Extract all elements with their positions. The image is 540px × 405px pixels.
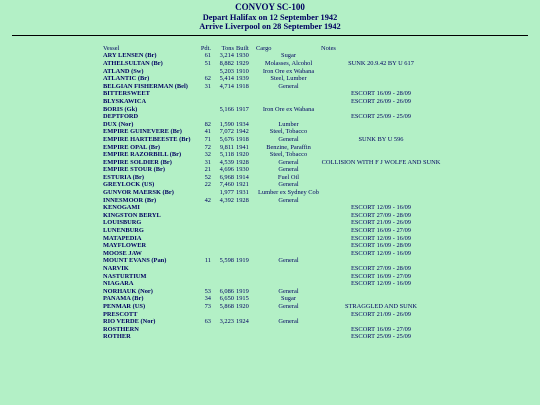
cell-tons: [214, 265, 236, 273]
table-row: [103, 113, 441, 121]
cell-pdt: [199, 212, 214, 220]
cell-built: [236, 265, 256, 273]
cell-pdt: 31: [204, 158, 211, 166]
table-row: [103, 151, 441, 159]
cell-notes: ESCORT 16/09 - 27/09: [350, 272, 412, 280]
cell-built: 1915: [236, 295, 249, 303]
cell-built: 1942: [236, 128, 249, 136]
table-row: [103, 197, 441, 205]
cell-pdt: [199, 326, 214, 334]
cell-tons: [214, 98, 236, 106]
cell-tons: [214, 242, 236, 250]
cell-cargo: General: [278, 181, 299, 189]
table-row: [103, 83, 441, 91]
cell-built: 1918: [236, 135, 249, 143]
col-cargo: Cargo: [256, 44, 272, 52]
cell-notes: [321, 257, 441, 265]
cell-notes: ESCORT 21/09 - 26/09: [350, 219, 412, 227]
cell-tons: 5,676: [219, 135, 234, 143]
cell-cargo: General: [278, 158, 299, 166]
cell-notes: [321, 144, 441, 152]
table-row: [103, 311, 441, 319]
cell-built: [236, 280, 256, 288]
cell-notes: ESCORT 12/09 - 16/09: [350, 280, 412, 288]
cell-cargo: [256, 265, 321, 273]
cell-vessel: ATHELSULTAN (Br): [103, 59, 163, 67]
table-row: [103, 250, 441, 258]
cell-tons: 7,460: [219, 181, 234, 189]
cell-notes: ESCORT 27/09 - 28/09: [350, 211, 412, 219]
cell-tons: 9,811: [219, 143, 234, 151]
cell-built: 1941: [236, 143, 249, 151]
col-built: Built: [236, 44, 249, 52]
table-row: [103, 166, 441, 174]
cell-vessel: EMPIRE STOUR (Br): [103, 166, 166, 174]
cell-pdt: 71: [204, 135, 211, 143]
cell-cargo: Iron Ore ex Wabana: [262, 105, 315, 113]
cell-pdt: [199, 68, 214, 76]
table-header-row: [103, 45, 441, 53]
cell-pdt: 63: [204, 318, 211, 326]
cell-notes: [321, 68, 441, 76]
cell-cargo: General: [278, 257, 299, 265]
table-row: [103, 295, 441, 303]
cell-vessel: MAYFLOWER: [103, 242, 147, 250]
cell-cargo: [256, 280, 321, 288]
cell-vessel: INNESMOOR (Br): [103, 196, 157, 204]
cell-pdt: 32: [204, 151, 211, 159]
cell-pdt: [199, 90, 214, 98]
cell-pdt: 52: [204, 173, 211, 181]
cell-notes: ESCORT 16/09 - 27/09: [350, 325, 412, 333]
col-tons: Tons: [221, 44, 234, 52]
cell-tons: 6,650: [219, 295, 234, 303]
cell-built: 1920: [236, 151, 249, 159]
cell-vessel: MOUNT EVANS (Pan): [103, 257, 167, 265]
cell-tons: [214, 333, 236, 341]
cell-tons: 1,590: [219, 120, 234, 128]
cell-pdt: [199, 204, 214, 212]
cell-built: 1928: [236, 196, 249, 204]
cell-tons: 5,414: [219, 75, 234, 83]
depart-line: Depart Halifax on 12 September 1942: [202, 12, 338, 22]
cell-notes: COLLISION WITH F J WOLFE AND SUNK: [321, 158, 441, 166]
col-vessel: Vessel: [103, 44, 120, 52]
cell-pdt: 31: [204, 82, 211, 90]
cell-notes: [321, 197, 441, 205]
cell-cargo: [256, 333, 321, 341]
cell-vessel: PANAMA (Br): [103, 295, 144, 303]
cell-pdt: 42: [204, 196, 211, 204]
cell-vessel: EMPIRE GUINEVERE (Br): [103, 128, 182, 136]
cell-tons: 6,086: [219, 287, 234, 295]
cell-tons: [214, 311, 236, 319]
cell-built: [236, 227, 256, 235]
cell-built: 1910: [236, 67, 249, 75]
cell-built: [236, 98, 256, 106]
cell-vessel: PRESCOTT: [103, 310, 138, 318]
cell-tons: [214, 90, 236, 98]
cell-vessel: LOUISBURG: [103, 219, 142, 227]
cell-vessel: ROTHER: [103, 333, 131, 341]
table-row: [103, 189, 441, 197]
cell-cargo: General: [278, 82, 299, 90]
table-row: [103, 144, 441, 152]
cell-cargo: Molasses, Alcohol: [264, 59, 313, 67]
cell-cargo: [256, 242, 321, 250]
cell-built: [236, 90, 256, 98]
cell-built: 1914: [236, 173, 249, 181]
cell-vessel: BELGIAN FISHERMAN (Bel): [103, 82, 188, 90]
cell-vessel: NARVIK: [103, 265, 129, 272]
convoy-title: CONVOY SC-100: [235, 2, 305, 12]
cell-pdt: [199, 242, 214, 250]
table-body: [103, 52, 441, 341]
cell-vessel: RIO VERDE (Nor): [103, 318, 156, 326]
cell-tons: 5,118: [219, 151, 234, 159]
vessel-table: [103, 45, 441, 341]
cell-tons: 5,598: [219, 257, 234, 265]
cell-vessel: DUX (Nor): [103, 120, 134, 128]
cell-cargo: [256, 311, 321, 319]
cell-built: 1929: [236, 59, 249, 67]
cell-cargo: Steel, Tobacco: [269, 151, 308, 159]
cell-notes: ESCORT 21/09 - 26/09: [350, 310, 412, 318]
cell-built: 1917: [236, 105, 249, 113]
cell-vessel: EMPIRE SOLDIER (Br): [103, 158, 172, 166]
table-row: [103, 60, 441, 68]
cell-pdt: 11: [204, 257, 211, 265]
cell-built: 1931: [236, 189, 249, 197]
table-row: [103, 303, 441, 311]
cell-cargo: Iron Ore ex Wabana: [262, 67, 315, 75]
cell-cargo: [256, 273, 321, 281]
cell-pdt: 41: [204, 128, 211, 136]
cell-pdt: [199, 227, 214, 235]
cell-cargo: [256, 98, 321, 106]
table-row: [103, 318, 441, 326]
table-row: [103, 121, 441, 129]
cell-cargo: General: [278, 287, 299, 295]
cell-notes: ESCORT 12/09 - 16/09: [350, 204, 412, 212]
cell-cargo: [256, 113, 321, 121]
cell-tons: 5,203: [219, 67, 234, 75]
table-row: [103, 181, 441, 189]
cell-tons: 5,868: [219, 302, 234, 310]
cell-vessel: ROSTHERN: [103, 325, 139, 333]
cell-built: 1924: [236, 318, 249, 326]
cell-vessel: ATLAND (Sw): [103, 67, 144, 75]
cell-pdt: 21: [204, 166, 211, 174]
cell-pdt: 22: [204, 181, 211, 189]
table-row: [103, 280, 441, 288]
cell-tons: 4,714: [219, 82, 234, 90]
table-row: [103, 326, 441, 334]
cell-notes: [321, 189, 441, 197]
cell-built: [236, 326, 256, 334]
table-row: [103, 333, 441, 341]
table-row: [103, 288, 441, 296]
page-header: [0, 0, 540, 32]
cell-notes: ESCORT 12/09 - 16/09: [350, 234, 412, 242]
cell-pdt: 34: [204, 295, 211, 303]
cell-notes: SUNK 20.9.42 BY U 617: [348, 59, 414, 67]
cell-tons: [214, 235, 236, 243]
cell-pdt: [199, 250, 214, 258]
cell-vessel: EMPIRE RAZORBILL (Br): [103, 151, 182, 159]
cell-tons: 6,968: [219, 173, 234, 181]
cell-pdt: [199, 106, 214, 114]
cell-tons: [214, 280, 236, 288]
cell-cargo: General: [278, 196, 299, 204]
cell-vessel: BLYSKAWICA: [103, 97, 147, 105]
cell-built: 1934: [236, 120, 249, 128]
cell-vessel: KENOGAMI: [103, 204, 140, 212]
cell-pdt: 61: [204, 52, 211, 60]
cell-built: [236, 212, 256, 220]
cell-vessel: GREYLOCK (US): [103, 181, 155, 189]
col-notes: Notes: [321, 44, 336, 52]
cell-notes: ESCORT 16/09 - 27/09: [350, 227, 412, 235]
cell-tons: [214, 273, 236, 281]
cell-tons: 7,072: [219, 128, 234, 136]
table-row: [103, 90, 441, 98]
table-row: [103, 257, 441, 265]
cell-notes: [321, 166, 441, 174]
cell-tons: 4,392: [219, 196, 234, 204]
table-row: [103, 235, 441, 243]
cell-tons: [214, 212, 236, 220]
cell-notes: [321, 318, 441, 326]
cell-built: 1939: [236, 75, 249, 83]
cell-built: [236, 113, 256, 121]
cell-notes: [321, 181, 441, 189]
col-pdt: Pdt.: [200, 44, 211, 52]
cell-notes: [321, 52, 441, 60]
cell-cargo: [256, 219, 321, 227]
cell-pdt: [199, 311, 214, 319]
table-row: [103, 106, 441, 114]
cell-cargo: Sugar: [281, 52, 296, 60]
cell-pdt: [199, 280, 214, 288]
cell-cargo: General: [278, 135, 299, 143]
cell-notes: ESCORT 16/09 - 28/09: [350, 242, 412, 250]
cell-cargo: Lumber: [278, 120, 299, 128]
table-row: [103, 204, 441, 212]
cell-built: [236, 242, 256, 250]
cell-vessel: NASTURTIUM: [103, 272, 147, 280]
cell-vessel: EMPIRE OPAL (Br): [103, 143, 161, 151]
cell-notes: ESCORT 26/09 - 26/09: [350, 97, 412, 105]
cell-vessel: LUNENBURG: [103, 227, 144, 235]
cell-vessel: BORIS (Gk): [103, 105, 138, 113]
cell-cargo: General: [278, 166, 299, 174]
table-row: [103, 212, 441, 220]
table-row: [103, 265, 441, 273]
cell-vessel: KINGSTON BERYL: [103, 211, 161, 219]
cell-built: [236, 219, 256, 227]
cell-built: [236, 250, 256, 258]
cell-tons: 4,539: [219, 158, 234, 166]
cell-tons: 3,214: [219, 52, 234, 60]
cell-pdt: 82: [204, 120, 211, 128]
cell-notes: ESCORT 27/09 - 28/09: [350, 265, 412, 272]
table-row: [103, 98, 441, 106]
cell-notes: [321, 106, 441, 114]
cell-cargo: [256, 235, 321, 243]
header-divider: [12, 35, 528, 36]
cell-built: [236, 311, 256, 319]
cell-tons: 4,696: [219, 166, 234, 174]
cell-built: 1921: [236, 181, 249, 189]
cell-built: [236, 273, 256, 281]
cell-cargo: General: [278, 318, 299, 326]
cell-pdt: 73: [204, 302, 211, 310]
cell-notes: [321, 174, 441, 182]
cell-cargo: [256, 250, 321, 258]
cell-cargo: Fuel Oil: [277, 173, 300, 181]
table-row: [103, 273, 441, 281]
table-row: [103, 219, 441, 227]
cell-vessel: ATLANTIC (Br): [103, 75, 150, 83]
cell-built: 1919: [236, 257, 249, 265]
cell-pdt: 53: [204, 287, 211, 295]
cell-built: 1930: [236, 52, 249, 60]
cell-notes: [321, 288, 441, 296]
cell-notes: [321, 151, 441, 159]
cell-vessel: PENMAR (US): [103, 302, 146, 310]
table-row: [103, 52, 441, 60]
cell-vessel: BITTERSWEET: [103, 90, 150, 98]
cell-cargo: General: [278, 302, 299, 310]
cell-tons: [214, 113, 236, 121]
cell-pdt: [199, 113, 214, 121]
cell-cargo: Steel, Tobacco: [269, 128, 308, 136]
cell-notes: [321, 75, 441, 83]
table-row: [103, 242, 441, 250]
table-row: [103, 159, 441, 167]
cell-cargo: [256, 212, 321, 220]
cell-built: [236, 235, 256, 243]
table-row: [103, 75, 441, 83]
cell-notes: SUNK BY U 596: [358, 135, 404, 143]
table-row: [103, 227, 441, 235]
table-row: [103, 128, 441, 136]
cell-built: 1920: [236, 302, 249, 310]
cell-vessel: NIAGARA: [103, 280, 134, 288]
table-row: [103, 136, 441, 144]
cell-notes: ESCORT 25/09 - 25/09: [350, 333, 412, 341]
cell-built: [236, 333, 256, 341]
cell-tons: 1,977: [219, 189, 234, 197]
cell-tons: [214, 250, 236, 258]
cell-tons: [214, 219, 236, 227]
cell-vessel: GUNVOR MAERSK (Br): [103, 189, 174, 197]
cell-vessel: DEPTFORD: [103, 113, 139, 121]
cell-notes: [321, 121, 441, 129]
cell-cargo: Lumber ex Sydney Cob: [258, 189, 319, 197]
cell-tons: [214, 326, 236, 334]
cell-notes: [321, 83, 441, 91]
cell-pdt: 72: [204, 143, 211, 151]
cell-cargo: Steel, Lumber: [270, 75, 307, 83]
cell-notes: STRAGGLED AND SUNK: [344, 302, 418, 310]
cell-pdt: [199, 235, 214, 243]
cell-vessel: EMPIRE HARTEBEESTE (Br): [103, 135, 191, 143]
cell-cargo: [256, 227, 321, 235]
cell-vessel: MATAPEDIA: [103, 234, 142, 242]
cell-built: [236, 204, 256, 212]
cell-tons: [214, 204, 236, 212]
cell-vessel: ARY LENSEN (Br): [103, 52, 157, 60]
table-row: [103, 174, 441, 182]
cell-pdt: [199, 265, 214, 273]
cell-notes: [321, 295, 441, 303]
arrive-line: Arrive Liverpool on 28 September 1942: [199, 22, 341, 32]
cell-pdt: 51: [204, 59, 211, 67]
cell-pdt: [199, 273, 214, 281]
cell-tons: [214, 227, 236, 235]
cell-vessel: MOOSE JAW: [103, 249, 142, 257]
table-row: [103, 68, 441, 76]
cell-cargo: [256, 326, 321, 334]
cell-tons: 8,882: [219, 59, 234, 67]
cell-pdt: [199, 219, 214, 227]
cell-tons: 5,166: [219, 105, 234, 113]
cell-pdt: [199, 98, 214, 106]
cell-notes: ESCORT 16/09 - 28/09: [350, 90, 412, 98]
cell-built: 1930: [236, 166, 249, 174]
cell-cargo: Sugar: [281, 295, 296, 303]
cell-cargo: Benzine, Paraffin: [266, 143, 311, 151]
cell-notes: ESCORT 25/09 - 25/09: [350, 113, 412, 121]
cell-built: 1918: [236, 82, 249, 90]
cell-pdt: 62: [204, 75, 211, 83]
cell-built: 1919: [236, 287, 249, 295]
cell-tons: 3,223: [219, 318, 234, 326]
cell-vessel: NORHAUK (Nor): [103, 287, 153, 295]
cell-cargo: [256, 90, 321, 98]
cell-cargo: [256, 204, 321, 212]
cell-pdt: [199, 189, 214, 197]
cell-notes: [321, 128, 441, 136]
cell-built: 1928: [236, 158, 249, 166]
cell-notes: ESCORT 12/09 - 16/09: [350, 249, 412, 257]
cell-vessel: ESTURIA (Br): [103, 173, 145, 181]
cell-pdt: [199, 333, 214, 341]
